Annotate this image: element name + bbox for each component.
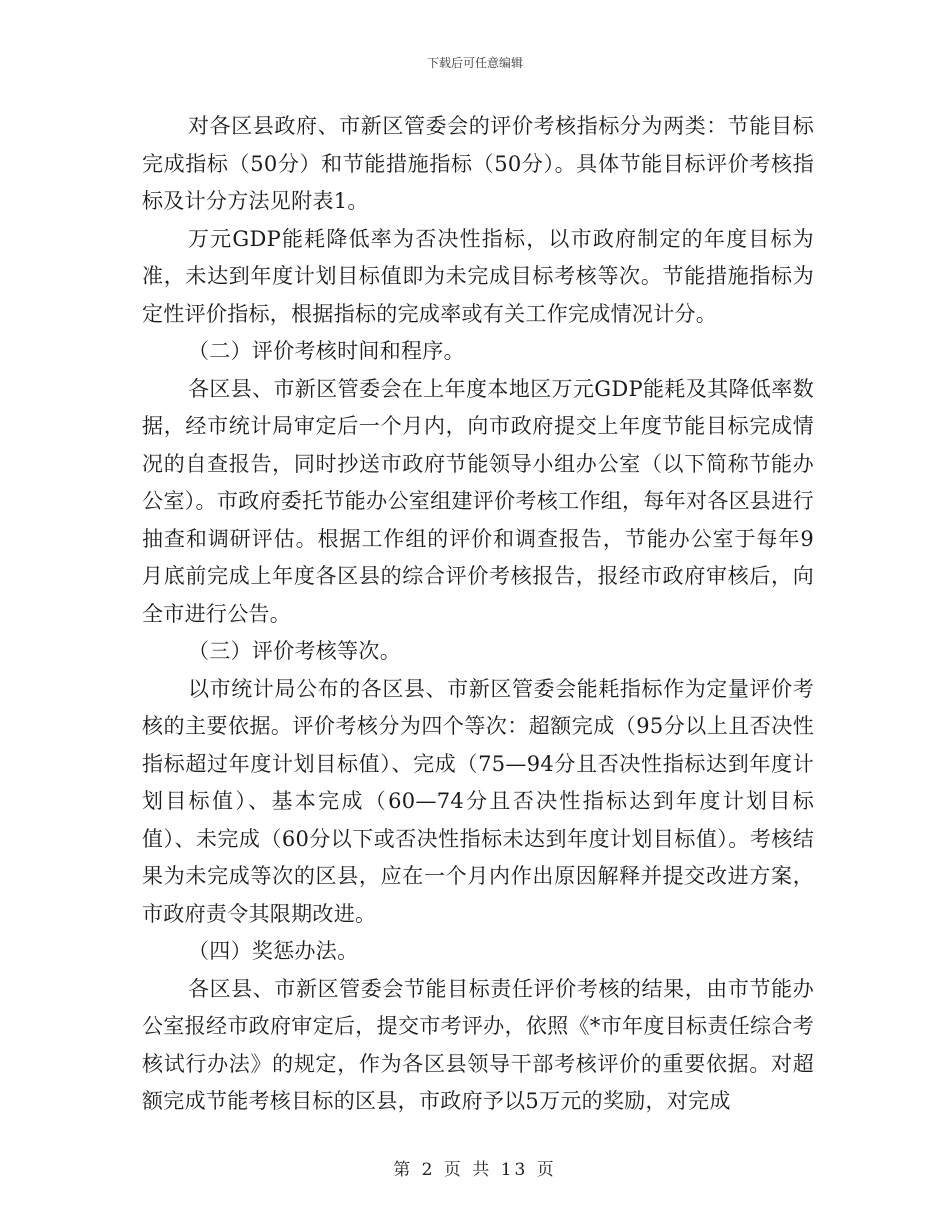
document-body bbox=[142, 108, 814, 1121]
section-heading-time-procedure: （二）评价考核时间和程序。 bbox=[188, 339, 465, 363]
paragraph-rewards: 各区县、市新区管委会节能目标责任评价考核的结果，由市节能办公室报经市政府审定后，提交市考评办，依照《*市年度目标责任综合考核试行办法》的规定，作为各区县领导干部考核评价的重要依据。对超额完成节能考核目标的区县，市政府予以5万元的奖励，对完成 bbox=[142, 976, 814, 1113]
paragraph-evaluation-indicators: 对各区县政府、市新区管委会的评价考核指标分为两类：节能目标完成指标（50分）和节能措施指标（50分）。具体节能目标评价考核指标及计分方法见附表1。 bbox=[142, 114, 814, 213]
paragraph-gdp-energy-indicator: 万元GDP能耗降低率为否决性指标，以市政府制定的年度目标为准，未达到年度计划目标值即为未完成目标考核等次。节能措施指标为定性评价指标，根据指标的完成率或有关工作完成情况计分。 bbox=[142, 226, 814, 326]
section-heading-grades: （三）评价考核等次。 bbox=[188, 639, 401, 663]
paragraph-grades: 以市统计局公布的各区县、市新区管委会能耗指标作为定量评价考核的主要依据。评价考核分为四个等次：超额完成（95分以上且否决性指标超过年度计划目标值）、完成（75—94分且否决性指标达到年度计划目标值）、基本完成（60—74分且否决性指标达到年度计划目标值）、未完成（60分以下或否决性指标未达到年度计划目标值）。考核结果为未完成等次的区县，应在一个月内作出原因解释并提交改进方案，市政府责令其限期改进。 bbox=[142, 676, 814, 926]
page-number-footer: 第 2 页 共 13 页 bbox=[393, 1160, 557, 1180]
section-heading-rewards: （四）奖惩办法。 bbox=[188, 939, 359, 963]
page-header-note: 下载后可任意编辑 bbox=[426, 56, 523, 70]
paragraph-time-procedure: 各区县、市新区管委会在上年度本地区万元GDP能耗及其降低率数据，经市统计局审定后一个月内，向市政府提交上年度节能目标完成情况的自查报告，同时抄送市政府节能领导小组办公室（以下简称节能办公室）。市政府委托节能办公室组建评价考核工作组，每年对各区县进行抽查和调研评估。根据工作组的评价和调查报告，节能办公室于每年9月底前完成上年度各区县的综合评价考核报告，报经市政府审核后，向全市进行公告。 bbox=[142, 376, 814, 626]
